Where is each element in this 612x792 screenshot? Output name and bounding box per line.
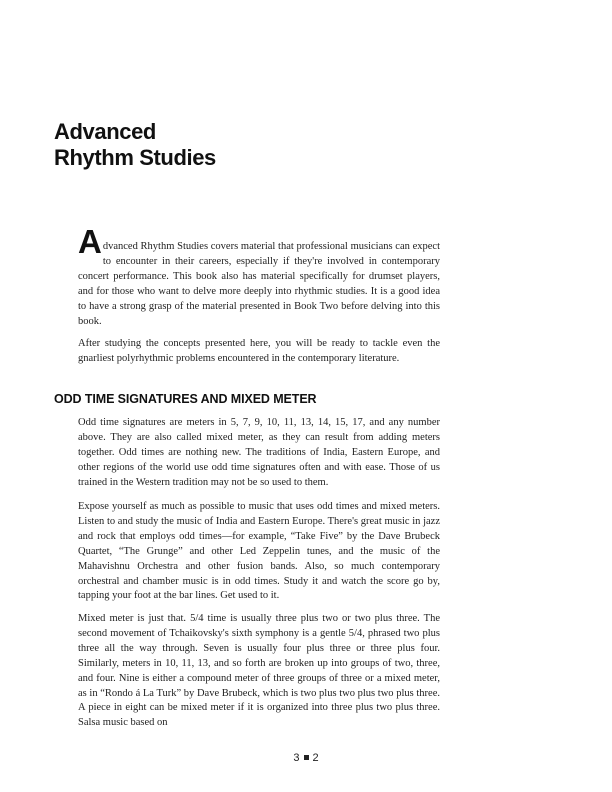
separator-square-icon	[304, 755, 309, 760]
drop-cap: A	[78, 223, 102, 260]
page-number: 2	[312, 752, 319, 764]
intro-paragraph-text: dvanced Rhythm Studies covers material that professional musicians can expect to encounter in their careers, especially if they're involved in contemporary concert performance. This book also has material specifically for drumset players, and for those who want to delve more deeply into rhythmic studies. It is a good idea to have a strong grasp of the material presented in Book Two before delving into this book.	[78, 241, 440, 327]
page-footer	[0, 752, 612, 764]
page-title	[54, 119, 216, 171]
section-paragraph-3: Mixed meter is just that. 5/4 time is usually three plus two or two plus three. The second movement of Tchaikovsky's sixth symphony is a gentle 5/4, phrased two plus three all the way through. Seven is usually four plus three or three plus four. Similarly, meters in 10, 11, 13, and so forth are broken up into groups of two, three, and four. Nine is either a compound meter of three groups of three or a mixed meter, as in “Rondo á La Turk” by Dave Brubeck, which is two plus two plus two plus three. A piece in eight can be mixed meter if it is organized into three plus two plus three. Salsa music based on	[78, 613, 440, 729]
section-heading: ODD TIME SIGNATURES AND MIXED METER	[54, 392, 317, 406]
page-title-line-2: Rhythm Studies	[54, 145, 216, 170]
intro-paragraph	[78, 223, 440, 329]
section-paragraph-2: Expose yourself as much as possible to music that uses odd times and mixed meters. Listen to and study the music of India and Eastern Europe. There's great music in jazz and rock that employs odd times—for example, “Take Five” by the Dave Brubeck Quartet, “The Grunge” and other Led Zeppelin tunes, and the music of the Mahavishnu Orchestra and other fusion bands. Also, so much contemporary orchestral and chamber music is in odd times. Study it and watch the score go by, tapping your foot at the bar lines. Get used to it.	[78, 501, 440, 602]
intro-paragraph-2: After studying the concepts presented here, you will be ready to tackle even the gnarliest polyrhythmic problems encountered in the contemporary literature.	[78, 338, 440, 364]
page-title-line-1: Advanced	[54, 119, 156, 144]
section-paragraph-1: Odd time signatures are meters in 5, 7, 9, 10, 11, 13, 14, 15, 17, and any number above. They are also called mixed meter, as they can result from adding meters together. Odd times are nothing new. The traditions of India, Eastern Europe, and other regions of the world use odd time signatures often and with ease. Those of us trained in the Western tradition may not be so used to them.	[78, 417, 440, 488]
chapter-number: 3	[293, 752, 300, 764]
